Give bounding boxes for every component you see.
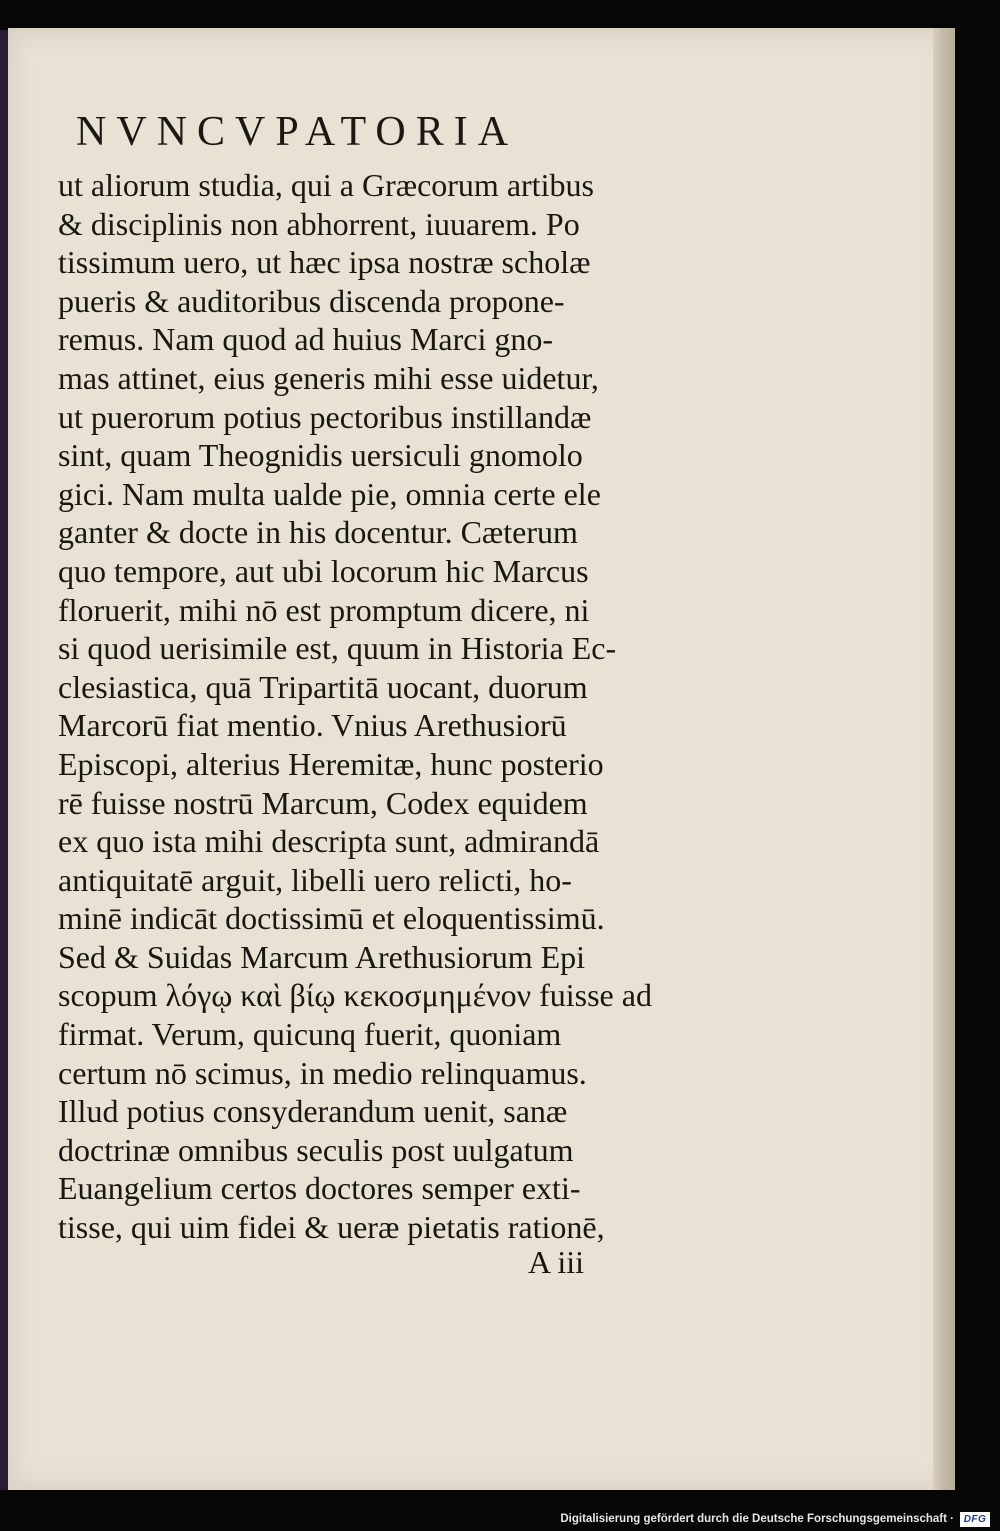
text-line: Illud potius consyderandum uenit, sanæ (58, 1093, 568, 1130)
text-line: minē indicāt doctissimū et eloquentissimū. (58, 900, 605, 937)
text-line: firmat. Verum, quicunq fuerit, quoniam (58, 1016, 562, 1053)
text-line: gici. Nam multa ualde pie, omnia certe ele (58, 475, 601, 512)
text-line: ex quo ista mihi descripta sunt, admirandā (58, 823, 600, 860)
text-line: tissimum uero, ut hæc ipsa nostræ scholæ (58, 244, 591, 281)
text-line: Sed & Suidas Marcum Arethusiorum Epi (58, 938, 586, 975)
running-head: NVNCVPATORIA (76, 109, 519, 155)
text-line: ut aliorum studia, qui a Græcorum artibus (58, 167, 594, 203)
text-line: pueris & auditoribus discenda propone- (58, 282, 565, 319)
text-line: si quod uerisimile est, quum in Historia Ec- (58, 630, 617, 667)
text-line: certum nō scimus, in medio relinquamus. (58, 1054, 587, 1091)
text-line: mas attinet, eius generis mihi esse uidetur, (58, 359, 599, 396)
text-line: rē fuisse nostrū Marcum, Codex equidem (58, 784, 588, 821)
signature-mark: A iii (528, 1244, 585, 1280)
text-line: & disciplinis non abhorrent, iuuarem. Po (58, 205, 580, 242)
page-edge (933, 28, 955, 1490)
text-line: remus. Nam quod ad huius Marci gno- (58, 321, 554, 358)
footer-bar (0, 1510, 1000, 1531)
text-line: Marcorū fiat mentio. Vnius Arethusiorū (58, 707, 567, 744)
text-block (58, 166, 698, 1247)
text-line: clesiastica, quā Tripartitā uocant, duorum (58, 668, 588, 705)
text-line: sint, quam Theognidis uersiculi gnomolo (58, 437, 583, 474)
funding-notice: Digitalisierung gefördert durch die Deutsche Forschungsgemeinschaft · (560, 1513, 954, 1525)
text-line: antiquitatē arguit, libelli uero relicti, ho- (58, 861, 572, 898)
text-line: Euangelium certos doctores semper exti- (58, 1170, 581, 1207)
text-line: tisse, qui uim fidei & ueræ pietatis rationē, (58, 1209, 605, 1246)
left-binding-strip (0, 30, 8, 1490)
text-line: scopum λόγῳ καὶ βίῳ κεκοσμημένον fuisse ad (58, 977, 652, 1014)
text-line: floruerit, mihi nō est promptum dicere, ni (58, 591, 590, 628)
dfg-logo-icon: DFG (960, 1512, 990, 1527)
text-line: ganter & docte in his docentur. Cæterum (58, 514, 578, 551)
text-line: quo tempore, aut ubi locorum hic Marcus (58, 552, 589, 589)
text-line: doctrinæ omnibus seculis post uulgatum (58, 1131, 574, 1168)
text-line: Episcopi, alterius Heremitæ, hunc posterio (58, 745, 604, 782)
text-line: ut puerorum potius pectoribus instillandæ (58, 398, 592, 435)
